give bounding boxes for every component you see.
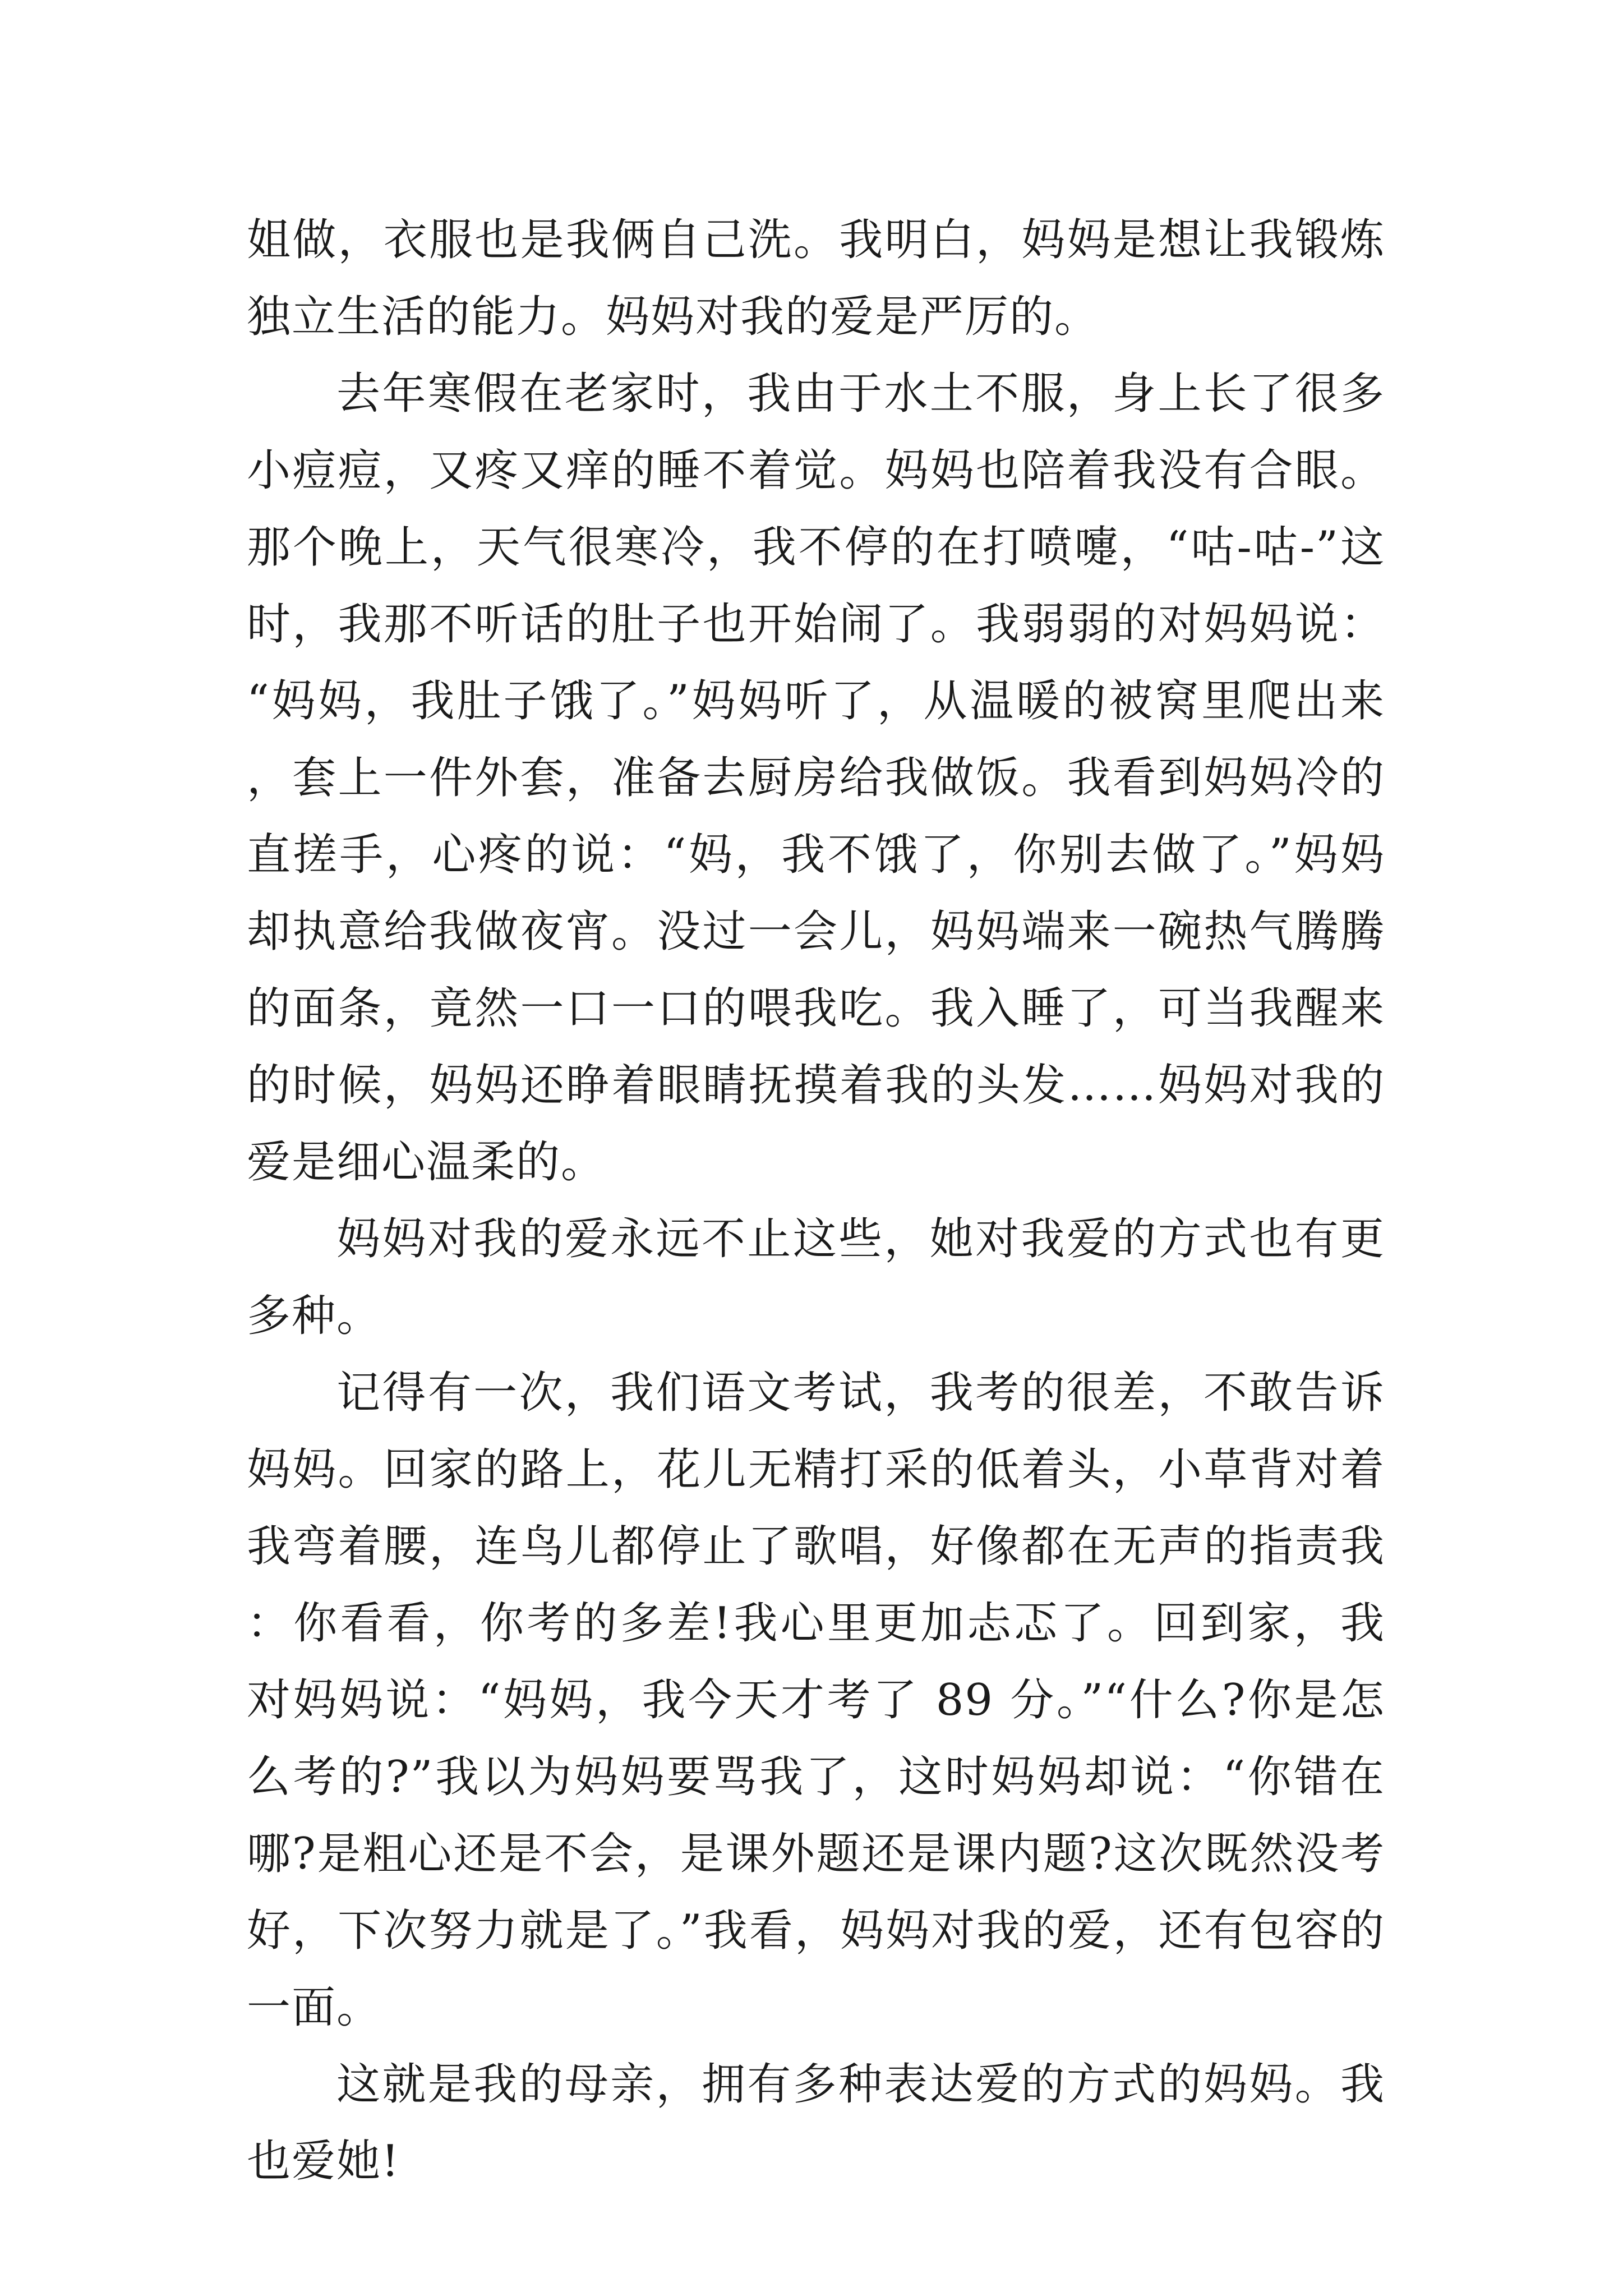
paragraph-3: 妈妈对我的爱永远不止这些，她对我爱的方式也有更多种。	[247, 1214, 1385, 1341]
paragraph-1: 姐做，衣服也是我俩自己洗。我明白，妈妈是想让我锻炼独立生活的能力。妈妈对我的爱是严厉的。	[247, 215, 1385, 342]
essay-body	[247, 202, 1385, 2200]
paragraph-4: 记得有一次，我们语文考试，我考的很差，不敢告诉妈妈。回家的路上，花儿无精打采的低着头，小草背对着我弯着腰，连鸟儿都停止了歌唱，好像都在无声的指责我：你看看，你考的多差!我心里更加忐忑了。回到家，我对妈妈说：“妈妈，我今天才考了 89 分。”“什么?你是怎么考的?”我以为妈妈要骂我了，这时妈妈却说：“你错在哪?是粗心还是不会，是课外题还是课内题?这次既然没考好，下次努力就是了。”我看，妈妈对我的爱，还有包容的一面。	[247, 1368, 1385, 2033]
paragraph-2: 去年寒假在老家时，我由于水土不服，身上长了很多小痘痘，又疼又痒的睡不着觉。妈妈也陪着我没有合眼。那个晚上，天气很寒冷，我不停的在打喷嚏，“咕-咕-”这时，我那不听话的肚子也开始闹了。我弱弱的对妈妈说：“妈妈，我肚子饿了。”妈妈听了，从温暖的被窝里爬出来，套上一件外套，准备去厨房给我做饭。我看到妈妈冷的直搓手，心疼的说：“妈，我不饿了，你别去做了。”妈妈却执意给我做夜宵。没过一会儿，妈妈端来一碗热气腾腾的面条，竟然一口一口的喂我吃。我入睡了，可当我醒来的时候，妈妈还睁着眼睛抚摸着我的头发……妈妈对我的爱是细心温柔的。	[247, 369, 1385, 1188]
paragraph-5: 这就是我的母亲，拥有多种表达爱的方式的妈妈。我也爱她!	[247, 2059, 1385, 2187]
